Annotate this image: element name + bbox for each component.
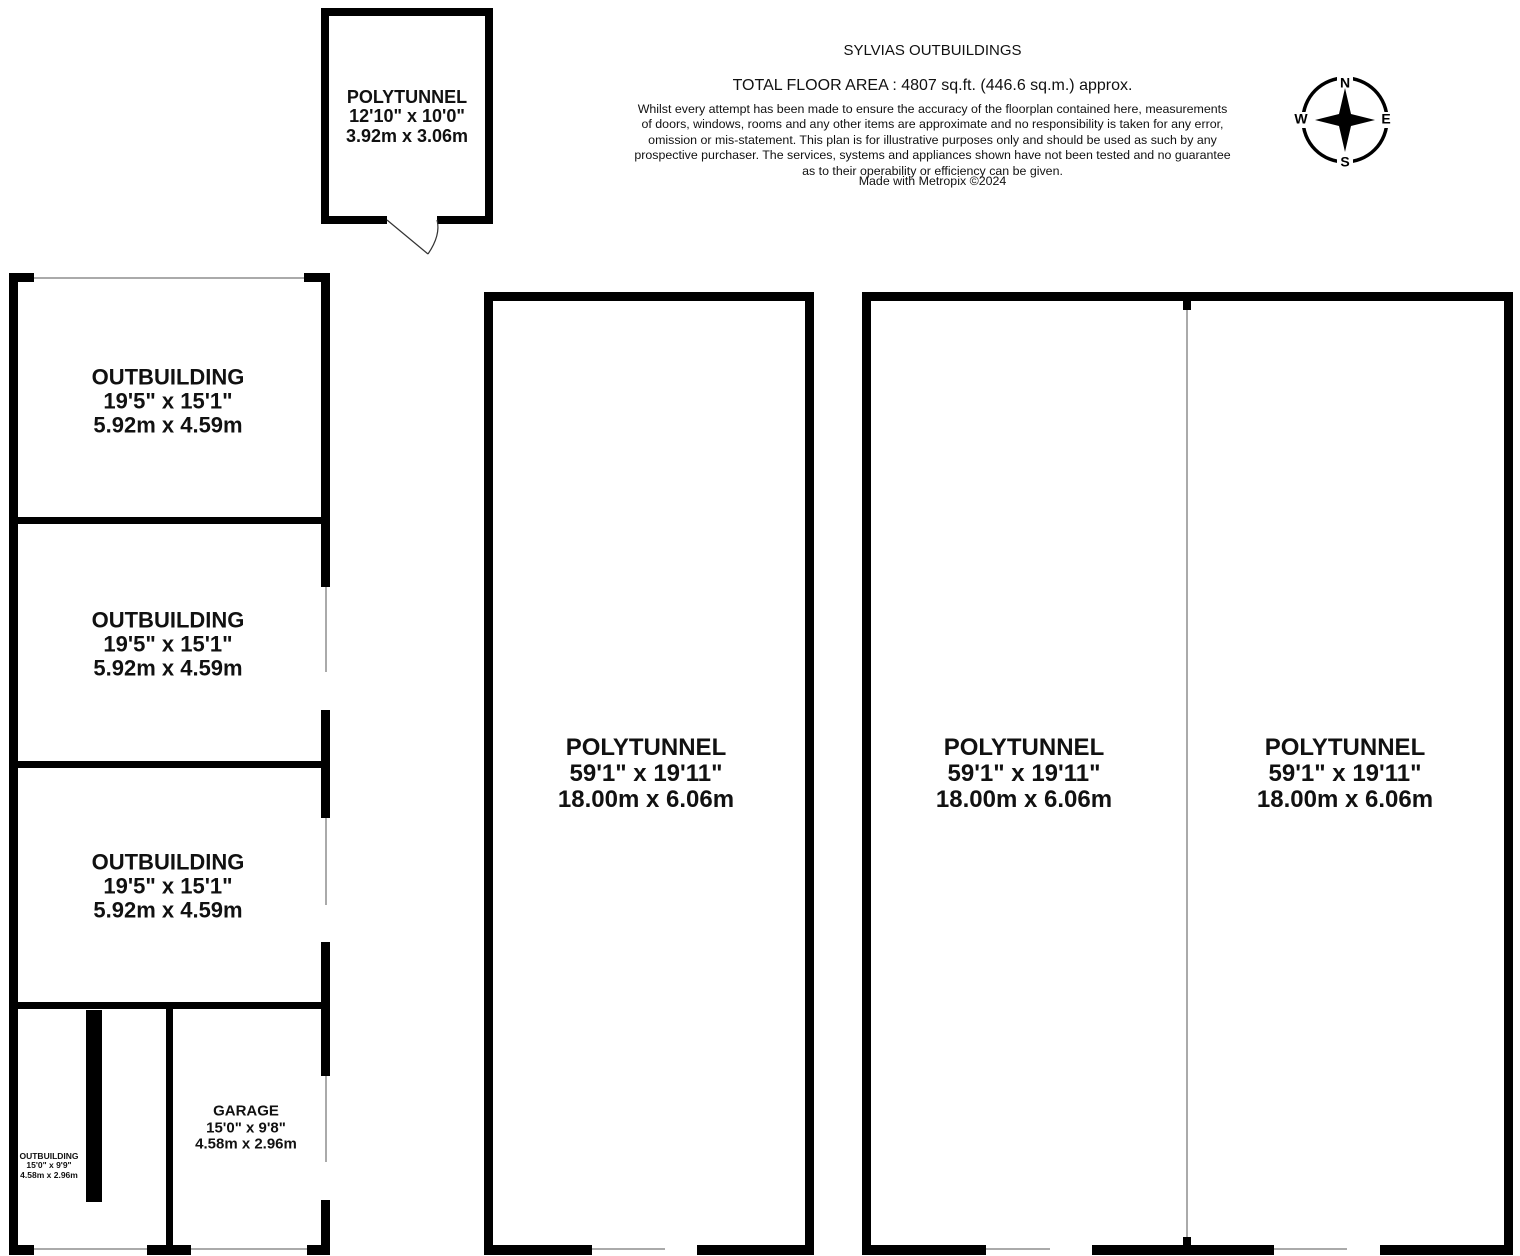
compass-w: W: [1294, 110, 1308, 127]
room-label-polytunnel-c: [1257, 735, 1433, 813]
total-floor-area: TOTAL FLOOR AREA : 4807 sq.ft. (446.6 sq.m.) approx.: [732, 77, 1133, 94]
room-name: OUTBUILDING: [91, 364, 245, 390]
room-imperial: 19'5" x 15'1": [103, 631, 233, 657]
room-label-outbuilding-1: [92, 365, 245, 436]
plan-title: SYLVIAS OUTBUILDINGS: [843, 42, 1022, 59]
room-imperial: 59'1" x 19'11": [569, 760, 723, 788]
room-metric: 4.58m x 2.96m: [195, 1135, 297, 1153]
disclaimer-line: Whilst every attempt has been made to ensure the accuracy of the floorplan contained here, measurements: [637, 102, 1228, 116]
room-name: POLYTUNNEL: [1264, 734, 1426, 762]
disclaimer-line: as to their operability or efficiency can be given.: [802, 163, 1063, 178]
disclaimer-line: prospective purchaser. The services, systems and appliances shown have not been tested and no guarantee: [634, 148, 1231, 163]
room-imperial: 15'0" x 9'9": [26, 1160, 72, 1171]
room-label-outbuilding-2: [92, 608, 245, 679]
disclaimer-line: omission or mis-statement. This plan is for illustrative purposes only and should be used as such by any: [648, 132, 1217, 147]
compass-e: E: [1381, 110, 1391, 127]
disclaimer-line: of doors, windows, rooms and any other items are approximate and no responsibility is taken for any error,: [641, 117, 1224, 132]
room-label-outbuilding-small: [19, 1152, 78, 1180]
room-imperial: 15'0" x 9'8": [206, 1118, 286, 1136]
room-metric: 4.58m x 2.96m: [20, 1169, 78, 1180]
room-imperial: 59'1" x 19'11": [1268, 760, 1422, 788]
room-metric: 5.92m x 4.59m: [93, 411, 243, 437]
room-metric: 3.92m x 3.06m: [345, 125, 469, 146]
room-metric: 18.00m x 6.06m: [557, 785, 735, 813]
made-with-credit: Made with Metropix ©2024: [858, 174, 1007, 188]
room-name: OUTBUILDING: [91, 607, 245, 633]
room-metric: 5.92m x 4.59m: [93, 896, 243, 922]
room-imperial: 59'1" x 19'11": [947, 760, 1101, 788]
door-swing: [387, 220, 428, 254]
room-label-garage: [195, 1103, 297, 1153]
door-arc: [428, 220, 438, 254]
room-metric: 5.92m x 4.59m: [93, 654, 243, 680]
room-name: GARAGE: [213, 1102, 279, 1120]
compass-n: N: [1339, 74, 1351, 91]
room-name: POLYTUNNEL: [346, 86, 468, 107]
room-label-small-polytunnel: [346, 88, 468, 146]
room-name: OUTBUILDING: [19, 1150, 79, 1161]
room-name: OUTBUILDING: [91, 849, 245, 875]
room-name: POLYTUNNEL: [943, 734, 1105, 762]
room-name: POLYTUNNEL: [565, 734, 727, 762]
room-imperial: 12'10" x 10'0": [349, 106, 465, 127]
room-imperial: 19'5" x 15'1": [103, 388, 233, 414]
room-label-outbuilding-3: [92, 850, 245, 921]
room-metric: 18.00m x 6.06m: [935, 785, 1113, 813]
room-label-polytunnel-b: [936, 735, 1112, 813]
disclaimer: [600, 102, 1265, 179]
room-imperial: 19'5" x 15'1": [103, 873, 233, 899]
compass-s: S: [1340, 153, 1350, 170]
room-label-polytunnel-a: [558, 735, 734, 813]
compass-icon: [1294, 70, 1396, 170]
room-metric: 18.00m x 6.06m: [1256, 785, 1434, 813]
